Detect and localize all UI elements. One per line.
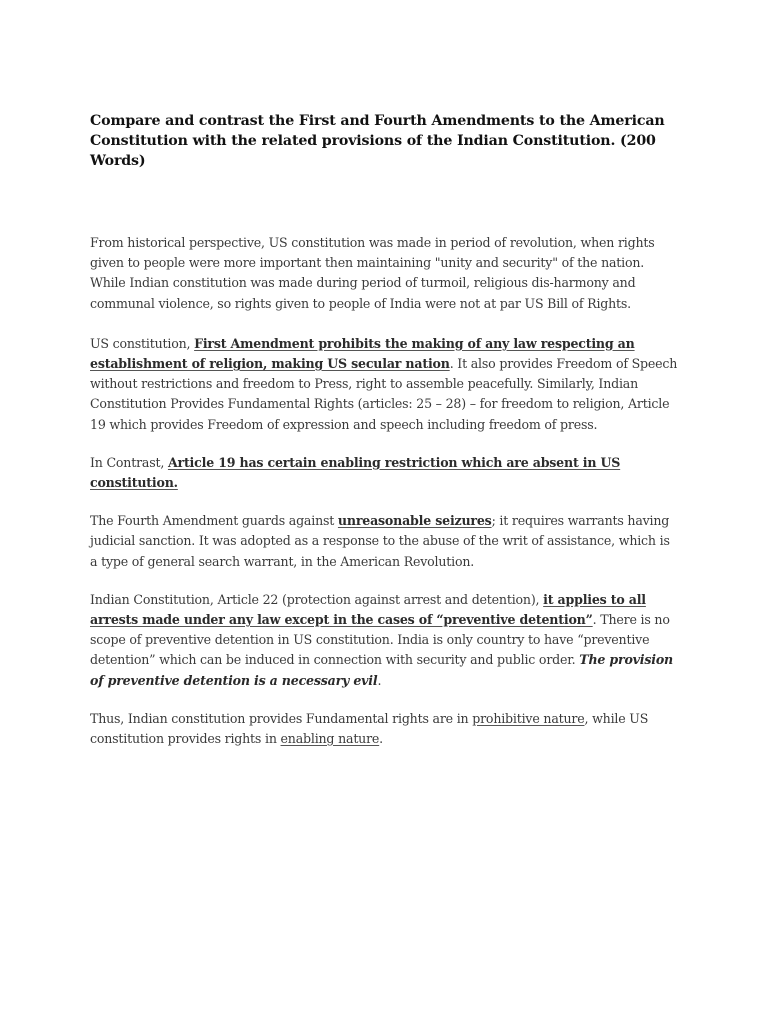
text-run: In Contrast, bbox=[90, 454, 168, 470]
paragraph-fourth-amendment bbox=[90, 511, 680, 572]
text-run: . bbox=[379, 731, 383, 747]
text-run: ; it requires warrants having judicial sanction. It was adopted as a response to the abuse of the writ of assistance, which is a type of general search warrant, in the American Revolution. bbox=[90, 513, 670, 569]
text-run: , while US constitution provides rights in bbox=[90, 710, 649, 747]
emphasis-unreasonable-seizures: unreasonable seizures bbox=[337, 513, 492, 529]
answer-body bbox=[90, 233, 680, 749]
emphasis-article-19: Article 19 has certain enabling restriction which are absent in US constitution. bbox=[90, 454, 621, 491]
text-run: Thus, Indian constitution provides Fundamental rights are in bbox=[90, 710, 473, 726]
question-title: Compare and contrast the First and Fourth Amendments to the American Constitution with the related provisions of the Indian Constitution. (200 Words) bbox=[90, 113, 665, 169]
text-run: . There is no scope of preventive detention in US constitution. India is only country to have “preventive detention” which can be induced in connection with security and public order. bbox=[90, 612, 670, 668]
emphasis-preventive-detention: it applies to all arrests made under any law except in the cases of “preventive detention” bbox=[90, 591, 646, 628]
paragraph-historical-perspective: From historical perspective, US constitution was made in period of revolution, when rights given to people were more important then maintaining "unity and security" of the nation. While Indian constitution was made during period of turmoil, religious dis-harmony and communal violence, so rights given to people of India were not at par US Bill of Rights. bbox=[90, 235, 655, 311]
emphasis-first-amendment: First Amendment prohibits the making of any law respecting an establishment of religion, making US secular nation bbox=[90, 335, 635, 372]
text-run: . bbox=[377, 672, 382, 688]
text-run: The Fourth Amendment guards against bbox=[90, 513, 338, 529]
text-run: US constitution, bbox=[90, 335, 195, 351]
emphasis-necessary-evil: The provision of preventive detention is a necessary evil bbox=[90, 652, 673, 688]
emphasis-enabling-nature: enabling nature bbox=[280, 731, 380, 747]
text-run: Indian Constitution, Article 22 (protection against arrest and detention), bbox=[90, 591, 544, 607]
paragraph-first-amendment bbox=[90, 334, 680, 435]
paragraph-article-22 bbox=[90, 590, 680, 691]
paragraph-conclusion bbox=[90, 709, 680, 749]
paragraph-article-19-contrast bbox=[90, 453, 680, 493]
emphasis-prohibitive-nature: prohibitive nature bbox=[472, 710, 585, 726]
text-run: . It also provides Freedom of Speech without restrictions and freedom to Press, right to assemble peacefully. Similarly, Indian Constitution Provides Fundamental Rights (articles: 25 – 28) – for freedom to religion, Article 19 which provides Freedom of expression and speech including freedom of press. bbox=[90, 356, 678, 432]
document-page bbox=[90, 111, 680, 767]
